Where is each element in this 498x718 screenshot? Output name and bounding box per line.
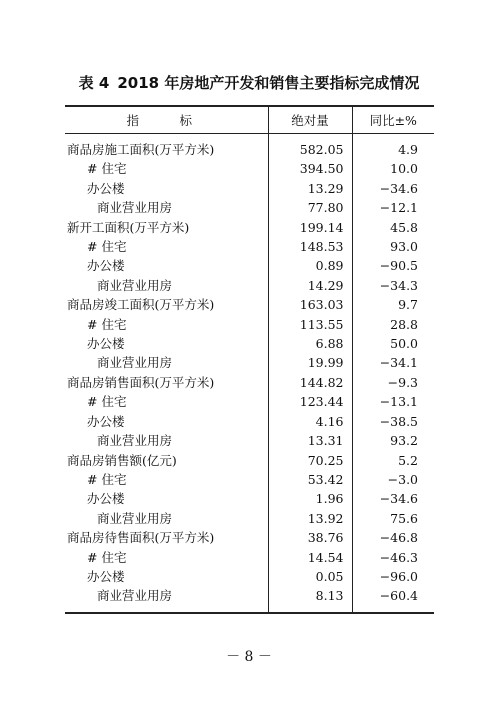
- indicator-cell: 办公楼: [87, 180, 125, 196]
- absolute-value-cell: 19.99: [268, 353, 352, 372]
- table-row: [65, 353, 434, 372]
- yoy-change-cell: −34.6: [352, 179, 434, 198]
- table-body: [65, 134, 434, 612]
- yoy-change-cell: −12.1: [352, 198, 434, 217]
- yoy-change-cell: −60.4: [352, 586, 434, 605]
- table-row: [65, 548, 434, 567]
- absolute-value-cell: 13.29: [268, 179, 352, 198]
- absolute-value-cell: 199.14: [268, 218, 352, 237]
- table-row: [65, 140, 434, 159]
- indicator-cell: 商品房销售额(亿元): [67, 452, 177, 468]
- indicator-table: [65, 105, 434, 614]
- yoy-change-cell: 10.0: [352, 159, 434, 178]
- indicator-cell: 办公楼: [87, 568, 125, 584]
- yoy-change-cell: 93.0: [352, 237, 434, 256]
- table-row: [65, 276, 434, 295]
- absolute-value-cell: 4.16: [268, 412, 352, 431]
- table-row: [65, 470, 434, 489]
- table-row: [65, 373, 434, 392]
- table-row: [65, 179, 434, 198]
- absolute-value-cell: 13.92: [268, 509, 352, 528]
- table-title: [0, 72, 498, 93]
- absolute-value-cell: 38.76: [268, 528, 352, 547]
- yoy-change-cell: −34.6: [352, 489, 434, 508]
- absolute-value-cell: 148.53: [268, 237, 352, 256]
- table-row: [65, 159, 434, 178]
- table-row: [65, 315, 434, 334]
- table-row: [65, 451, 434, 470]
- absolute-value-cell: 0.89: [268, 256, 352, 275]
- absolute-value-cell: 1.96: [268, 489, 352, 508]
- table-bottom-rule: [65, 612, 434, 614]
- indicator-cell: 商品房竣工面积(万平方米): [67, 297, 215, 313]
- indicator-cell: # 住宅: [87, 394, 127, 410]
- indicator-cell: 商品房销售面积(万平方米): [67, 374, 215, 390]
- yoy-change-cell: −3.0: [352, 470, 434, 489]
- absolute-value-cell: 144.82: [268, 373, 352, 392]
- table-row: [65, 218, 434, 237]
- yoy-change-cell: 4.9: [352, 140, 434, 159]
- table-row: [65, 509, 434, 528]
- indicator-cell: 商业营业用房: [97, 355, 173, 371]
- absolute-value-cell: 113.55: [268, 315, 352, 334]
- yoy-change-cell: −46.8: [352, 528, 434, 547]
- absolute-value-cell: 0.05: [268, 567, 352, 586]
- yoy-change-cell: −90.5: [352, 256, 434, 275]
- indicator-cell: 办公楼: [87, 491, 125, 507]
- indicator-cell: 商业营业用房: [97, 510, 173, 526]
- indicator-cell: 商品房待售面积(万平方米): [67, 530, 215, 546]
- page-number: － 8 －: [226, 649, 272, 665]
- indicator-cell: 新开工面积(万平方米): [67, 219, 190, 235]
- absolute-value-cell: 582.05: [268, 140, 352, 159]
- header-absolute: 绝对量: [268, 106, 352, 134]
- yoy-change-cell: −46.3: [352, 548, 434, 567]
- absolute-value-cell: 14.29: [268, 276, 352, 295]
- indicator-cell: # 住宅: [87, 239, 127, 255]
- absolute-value-cell: 163.03: [268, 295, 352, 314]
- table-row: [65, 489, 434, 508]
- yoy-change-cell: 75.6: [352, 509, 434, 528]
- indicator-cell: 商业营业用房: [97, 588, 173, 604]
- indicator-cell: 办公楼: [87, 413, 125, 429]
- table-row: [65, 567, 434, 586]
- header-row: [65, 106, 434, 134]
- yoy-change-cell: −34.1: [352, 353, 434, 372]
- yoy-change-cell: −34.3: [352, 276, 434, 295]
- indicator-cell: 商业营业用房: [97, 277, 173, 293]
- indicator-cell: # 住宅: [87, 316, 127, 332]
- yoy-change-cell: 5.2: [352, 451, 434, 470]
- yoy-change-cell: 93.2: [352, 431, 434, 450]
- table-row: [65, 528, 434, 547]
- yoy-change-cell: 28.8: [352, 315, 434, 334]
- absolute-value-cell: 394.50: [268, 159, 352, 178]
- absolute-value-cell: 8.13: [268, 586, 352, 605]
- absolute-value-cell: 6.88: [268, 334, 352, 353]
- yoy-change-cell: 50.0: [352, 334, 434, 353]
- table-row: [65, 334, 434, 353]
- table-header: [65, 106, 434, 134]
- table-row: [65, 586, 434, 605]
- table-row: [65, 256, 434, 275]
- table-row: [65, 431, 434, 450]
- indicator-cell: 办公楼: [87, 336, 125, 352]
- table-row: [65, 412, 434, 431]
- absolute-value-cell: 53.42: [268, 470, 352, 489]
- indicator-cell: 商业营业用房: [97, 200, 173, 216]
- table-caption: 2018 年房地产开发和销售主要指标完成情况: [117, 74, 420, 92]
- table-row: [65, 198, 434, 217]
- yoy-change-cell: −96.0: [352, 567, 434, 586]
- table-row: [65, 295, 434, 314]
- yoy-change-cell: 45.8: [352, 218, 434, 237]
- absolute-value-cell: 14.54: [268, 548, 352, 567]
- absolute-value-cell: 70.25: [268, 451, 352, 470]
- indicator-cell: # 住宅: [87, 549, 127, 565]
- absolute-value-cell: 13.31: [268, 431, 352, 450]
- data-table: [65, 105, 434, 612]
- indicator-cell: 商品房施工面积(万平方米): [67, 142, 215, 157]
- indicator-cell: # 住宅: [87, 471, 127, 487]
- indicator-cell: # 住宅: [87, 161, 127, 177]
- yoy-change-cell: −9.3: [352, 373, 434, 392]
- yoy-change-cell: 9.7: [352, 295, 434, 314]
- indicator-cell: 商业营业用房: [97, 433, 173, 449]
- absolute-value-cell: 77.80: [268, 198, 352, 217]
- absolute-value-cell: 123.44: [268, 392, 352, 411]
- table-label: 表 4: [78, 74, 110, 92]
- yoy-change-cell: −38.5: [352, 412, 434, 431]
- yoy-change-cell: −13.1: [352, 392, 434, 411]
- table-row: [65, 237, 434, 256]
- header-yoy: 同比±%: [352, 106, 434, 134]
- indicator-cell: 办公楼: [87, 258, 125, 274]
- table-row: [65, 392, 434, 411]
- header-indicator: 指 标: [65, 106, 268, 134]
